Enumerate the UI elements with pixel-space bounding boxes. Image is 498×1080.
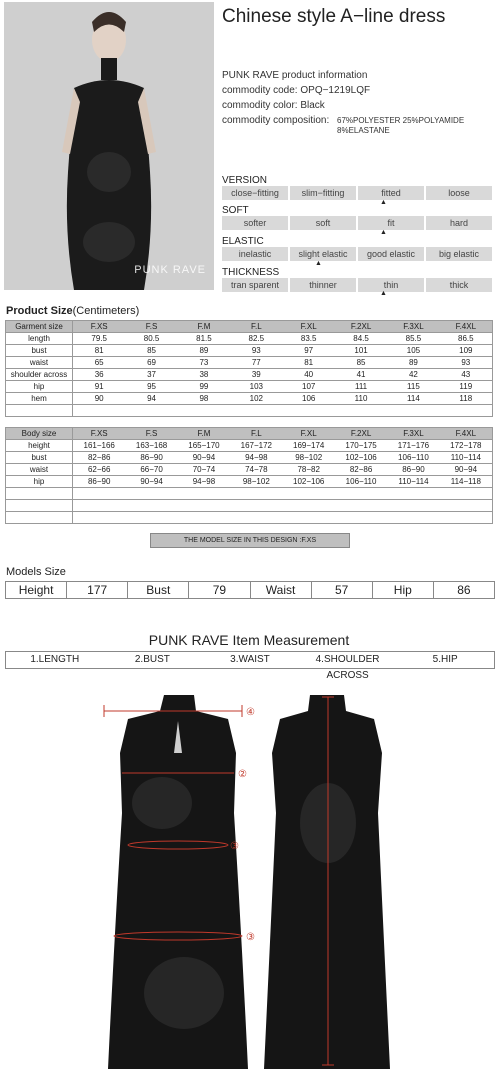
product-size-heading	[6, 305, 139, 317]
measurement-item: 3.WAIST	[230, 654, 270, 665]
size-value: 86−90	[140, 453, 163, 462]
size-header: F.S	[145, 322, 158, 331]
attr-label-version: VERSION	[222, 175, 268, 186]
size-value: 107	[302, 382, 316, 391]
size-value: 98−102	[242, 477, 270, 486]
size-value: 106	[302, 394, 316, 403]
size-header: F.4XL	[455, 322, 477, 331]
size-value: 69	[147, 358, 157, 367]
size-value: 101	[354, 346, 368, 355]
attr-option: soft	[290, 216, 356, 230]
size-value: 93	[251, 346, 261, 355]
size-value: 81	[94, 346, 104, 355]
table-header-row	[6, 321, 493, 333]
size-value: 98−102	[295, 453, 323, 462]
body-size-table	[5, 427, 493, 524]
size-value: 106−110	[345, 477, 377, 486]
attr-row-elastic	[222, 247, 492, 261]
size-value: 102−106	[293, 477, 325, 486]
size-value: 84.5	[353, 334, 369, 343]
product-title: Chinese style A−line dress	[222, 6, 446, 27]
selected-marker-soft: ▲	[380, 229, 387, 236]
size-header: F.3XL	[403, 429, 424, 438]
empty-row	[6, 512, 493, 524]
size-header: F.2XL	[350, 322, 372, 331]
table-row	[6, 452, 493, 464]
size-value: 93	[461, 358, 471, 367]
selected-marker-thickness: ▲	[380, 290, 387, 297]
table-row	[6, 381, 493, 393]
measurement-item: 4.SHOULDER ACROSS	[315, 654, 380, 681]
size-value: 172−178	[450, 441, 482, 450]
models-cell: 57	[312, 582, 373, 598]
dress-front-image	[102, 693, 264, 1078]
row-label: length	[6, 333, 73, 345]
size-value: 99	[199, 382, 209, 391]
models-cell: 177	[67, 582, 128, 598]
size-value: 170−175	[345, 441, 377, 450]
attr-option: slight elastic	[290, 247, 356, 261]
size-value: 86−90	[87, 477, 111, 486]
attr-row-version	[222, 186, 492, 200]
size-value: 161−166	[83, 441, 115, 450]
attr-option: softer	[222, 216, 288, 230]
attr-option: hard	[426, 216, 492, 230]
marker-hip: ③	[246, 932, 255, 943]
attr-label-elastic: ELASTIC	[222, 236, 264, 247]
size-value: 165−170	[188, 441, 220, 450]
size-value: 73	[199, 358, 209, 367]
body-size-header: Body size	[6, 428, 73, 440]
size-value: 43	[461, 370, 471, 379]
empty-row	[6, 405, 493, 417]
size-header: F.S	[145, 429, 158, 438]
size-value: 86.5	[458, 334, 474, 343]
models-size-table	[5, 581, 495, 599]
size-value: 70−74	[192, 465, 216, 474]
size-value: 82−86	[87, 453, 111, 462]
row-label: hip	[6, 476, 73, 488]
size-value: 95	[147, 382, 157, 391]
table-row	[6, 476, 493, 488]
attr-option: thick	[426, 278, 492, 292]
size-value: 65	[94, 358, 104, 367]
size-value: 85	[356, 358, 366, 367]
size-value: 94	[147, 394, 157, 403]
marker-waist: ③	[230, 841, 239, 852]
product-size-label: Product Size	[6, 305, 73, 317]
models-cell: Height	[6, 582, 67, 598]
attr-option: tran sparent	[222, 278, 288, 292]
selected-marker-version: ▲	[380, 199, 387, 206]
table-row	[6, 464, 493, 476]
size-value: 119	[459, 382, 473, 391]
row-label: height	[6, 440, 73, 452]
size-value: 85	[147, 346, 157, 355]
commodity-code: commodity code: OPQ−1219LQF	[222, 85, 371, 96]
attr-option: thin	[358, 278, 424, 292]
size-value: 81	[304, 358, 314, 367]
size-value: 89	[199, 346, 209, 355]
attr-option: fitted	[358, 186, 424, 200]
garment-size-header: Garment size	[6, 321, 73, 333]
row-label: shoulder across	[6, 369, 73, 381]
size-header: F.4XL	[455, 429, 477, 438]
size-value: 110	[354, 394, 368, 403]
size-value: 38	[199, 370, 209, 379]
selected-marker-elastic: ▲	[315, 260, 322, 267]
size-value: 90−94	[454, 465, 478, 474]
measurement-item: 5.HIP	[432, 654, 458, 665]
table-header-row	[6, 428, 493, 440]
attr-row-thickness	[222, 278, 492, 292]
row-label: hem	[6, 393, 73, 405]
row-label: bust	[6, 452, 73, 464]
hero-photo	[4, 2, 214, 290]
attr-option: loose	[426, 186, 492, 200]
attr-option: fit	[358, 216, 424, 230]
size-value: 37	[147, 370, 157, 379]
size-header: F.M	[197, 322, 211, 331]
size-header: F.XS	[90, 322, 108, 331]
marker-shoulder: ④	[246, 707, 255, 718]
table-row	[6, 345, 493, 357]
size-value: 102	[249, 394, 263, 403]
size-value: 110−114	[450, 453, 481, 462]
composition-line-1: 67%POLYESTER 25%POLYAMIDE	[337, 116, 465, 125]
commodity-composition-label: commodity composition:	[222, 115, 330, 126]
size-value: 79.5	[91, 334, 107, 343]
size-header: F.L	[250, 429, 262, 438]
measurement-legend	[5, 651, 495, 681]
row-label: waist	[6, 464, 73, 476]
size-value: 80.5	[143, 334, 160, 343]
model-size-note: THE MODEL SIZE IN THIS DESIGN :F.XS	[150, 533, 350, 548]
size-header: F.L	[250, 322, 262, 331]
models-cell: Waist	[251, 582, 312, 598]
size-header: F.3XL	[403, 322, 424, 331]
measurement-title: PUNK RAVE Item Measurement	[148, 632, 350, 648]
empty-row	[6, 488, 493, 500]
size-value: 66−70	[140, 465, 163, 474]
size-value: 97	[304, 346, 314, 355]
table-row	[6, 393, 493, 405]
size-value: 62−66	[87, 465, 111, 474]
attr-row-soft	[222, 216, 492, 230]
models-size-title: Models Size	[6, 566, 66, 578]
product-size-unit: (Centimeters)	[72, 305, 140, 317]
size-value: 90−94	[140, 477, 163, 486]
size-value: 171−176	[397, 441, 430, 450]
size-header: F.XS	[90, 429, 108, 438]
size-header: F.XL	[300, 429, 317, 438]
marker-bust: ②	[238, 769, 247, 780]
attr-option: close−fitting	[222, 186, 288, 200]
measurement-item: 2.BUST	[134, 654, 170, 665]
size-value: 42	[408, 370, 418, 379]
size-value: 111	[354, 382, 368, 391]
models-cell: 79	[189, 582, 250, 598]
size-value: 86−90	[402, 465, 425, 474]
info-heading: PUNK RAVE product information	[222, 70, 368, 81]
size-value: 82.5	[248, 334, 265, 343]
size-value: 169−174	[293, 441, 325, 450]
models-cell: Bust	[128, 582, 189, 598]
attr-option: inelastic	[222, 247, 288, 261]
dress-back-image	[258, 693, 398, 1078]
table-row	[6, 440, 493, 452]
size-value: 114−118	[450, 477, 481, 486]
attr-option: good elastic	[358, 247, 424, 261]
size-header: F.2XL	[350, 429, 372, 438]
garment-size-table	[5, 320, 493, 417]
table-row	[6, 369, 493, 381]
size-header: F.XL	[300, 322, 317, 331]
table-row	[6, 357, 493, 369]
size-value: 109	[459, 346, 473, 355]
row-label: hip	[6, 381, 73, 393]
size-value: 103	[249, 382, 263, 391]
models-cell: Hip	[373, 582, 434, 598]
size-value: 36	[94, 370, 104, 379]
size-value: 78−82	[297, 465, 320, 474]
attr-label-thickness: THICKNESS	[222, 267, 280, 278]
brand-watermark: PUNK RAVE	[134, 264, 206, 276]
size-value: 90−94	[192, 453, 216, 462]
attr-option: big elastic	[426, 247, 492, 261]
size-value: 74−78	[245, 465, 268, 474]
size-value: 106−110	[398, 453, 429, 462]
size-value: 83.5	[300, 334, 317, 343]
size-value: 167−172	[240, 441, 272, 450]
size-value: 94−98	[245, 453, 268, 462]
size-value: 105	[406, 346, 421, 355]
size-value: 91	[94, 382, 104, 391]
size-value: 89	[408, 358, 418, 367]
commodity-color: commodity color: Black	[222, 100, 325, 111]
size-value: 77	[251, 358, 261, 367]
model-figure	[4, 2, 214, 290]
attr-label-soft: SOFT	[222, 205, 249, 216]
size-value: 102−106	[345, 453, 377, 462]
row-label: bust	[6, 345, 73, 357]
size-value: 82−86	[349, 465, 373, 474]
measurement-item: 1.LENGTH	[30, 654, 80, 665]
size-value: 85.5	[405, 334, 422, 343]
size-value: 81.5	[196, 334, 212, 343]
size-value: 39	[251, 370, 261, 379]
size-value: 98	[199, 394, 209, 403]
attr-option: thinner	[290, 278, 356, 292]
row-label: waist	[6, 357, 73, 369]
composition-line-2: 8%ELASTANE	[337, 126, 390, 135]
size-value: 90	[94, 394, 104, 403]
size-value: 41	[356, 370, 366, 379]
size-value: 114	[407, 394, 420, 403]
size-value: 115	[407, 382, 420, 391]
models-cell: 86	[457, 583, 471, 597]
size-header: F.M	[197, 429, 211, 438]
size-value: 40	[304, 370, 314, 379]
attr-option: slim−fitting	[290, 186, 356, 200]
size-value: 110−114	[398, 477, 429, 486]
table-row	[6, 333, 493, 345]
size-value: 94−98	[192, 477, 216, 486]
size-value: 118	[459, 394, 473, 403]
size-value: 163−168	[135, 441, 168, 450]
empty-row	[6, 500, 493, 512]
